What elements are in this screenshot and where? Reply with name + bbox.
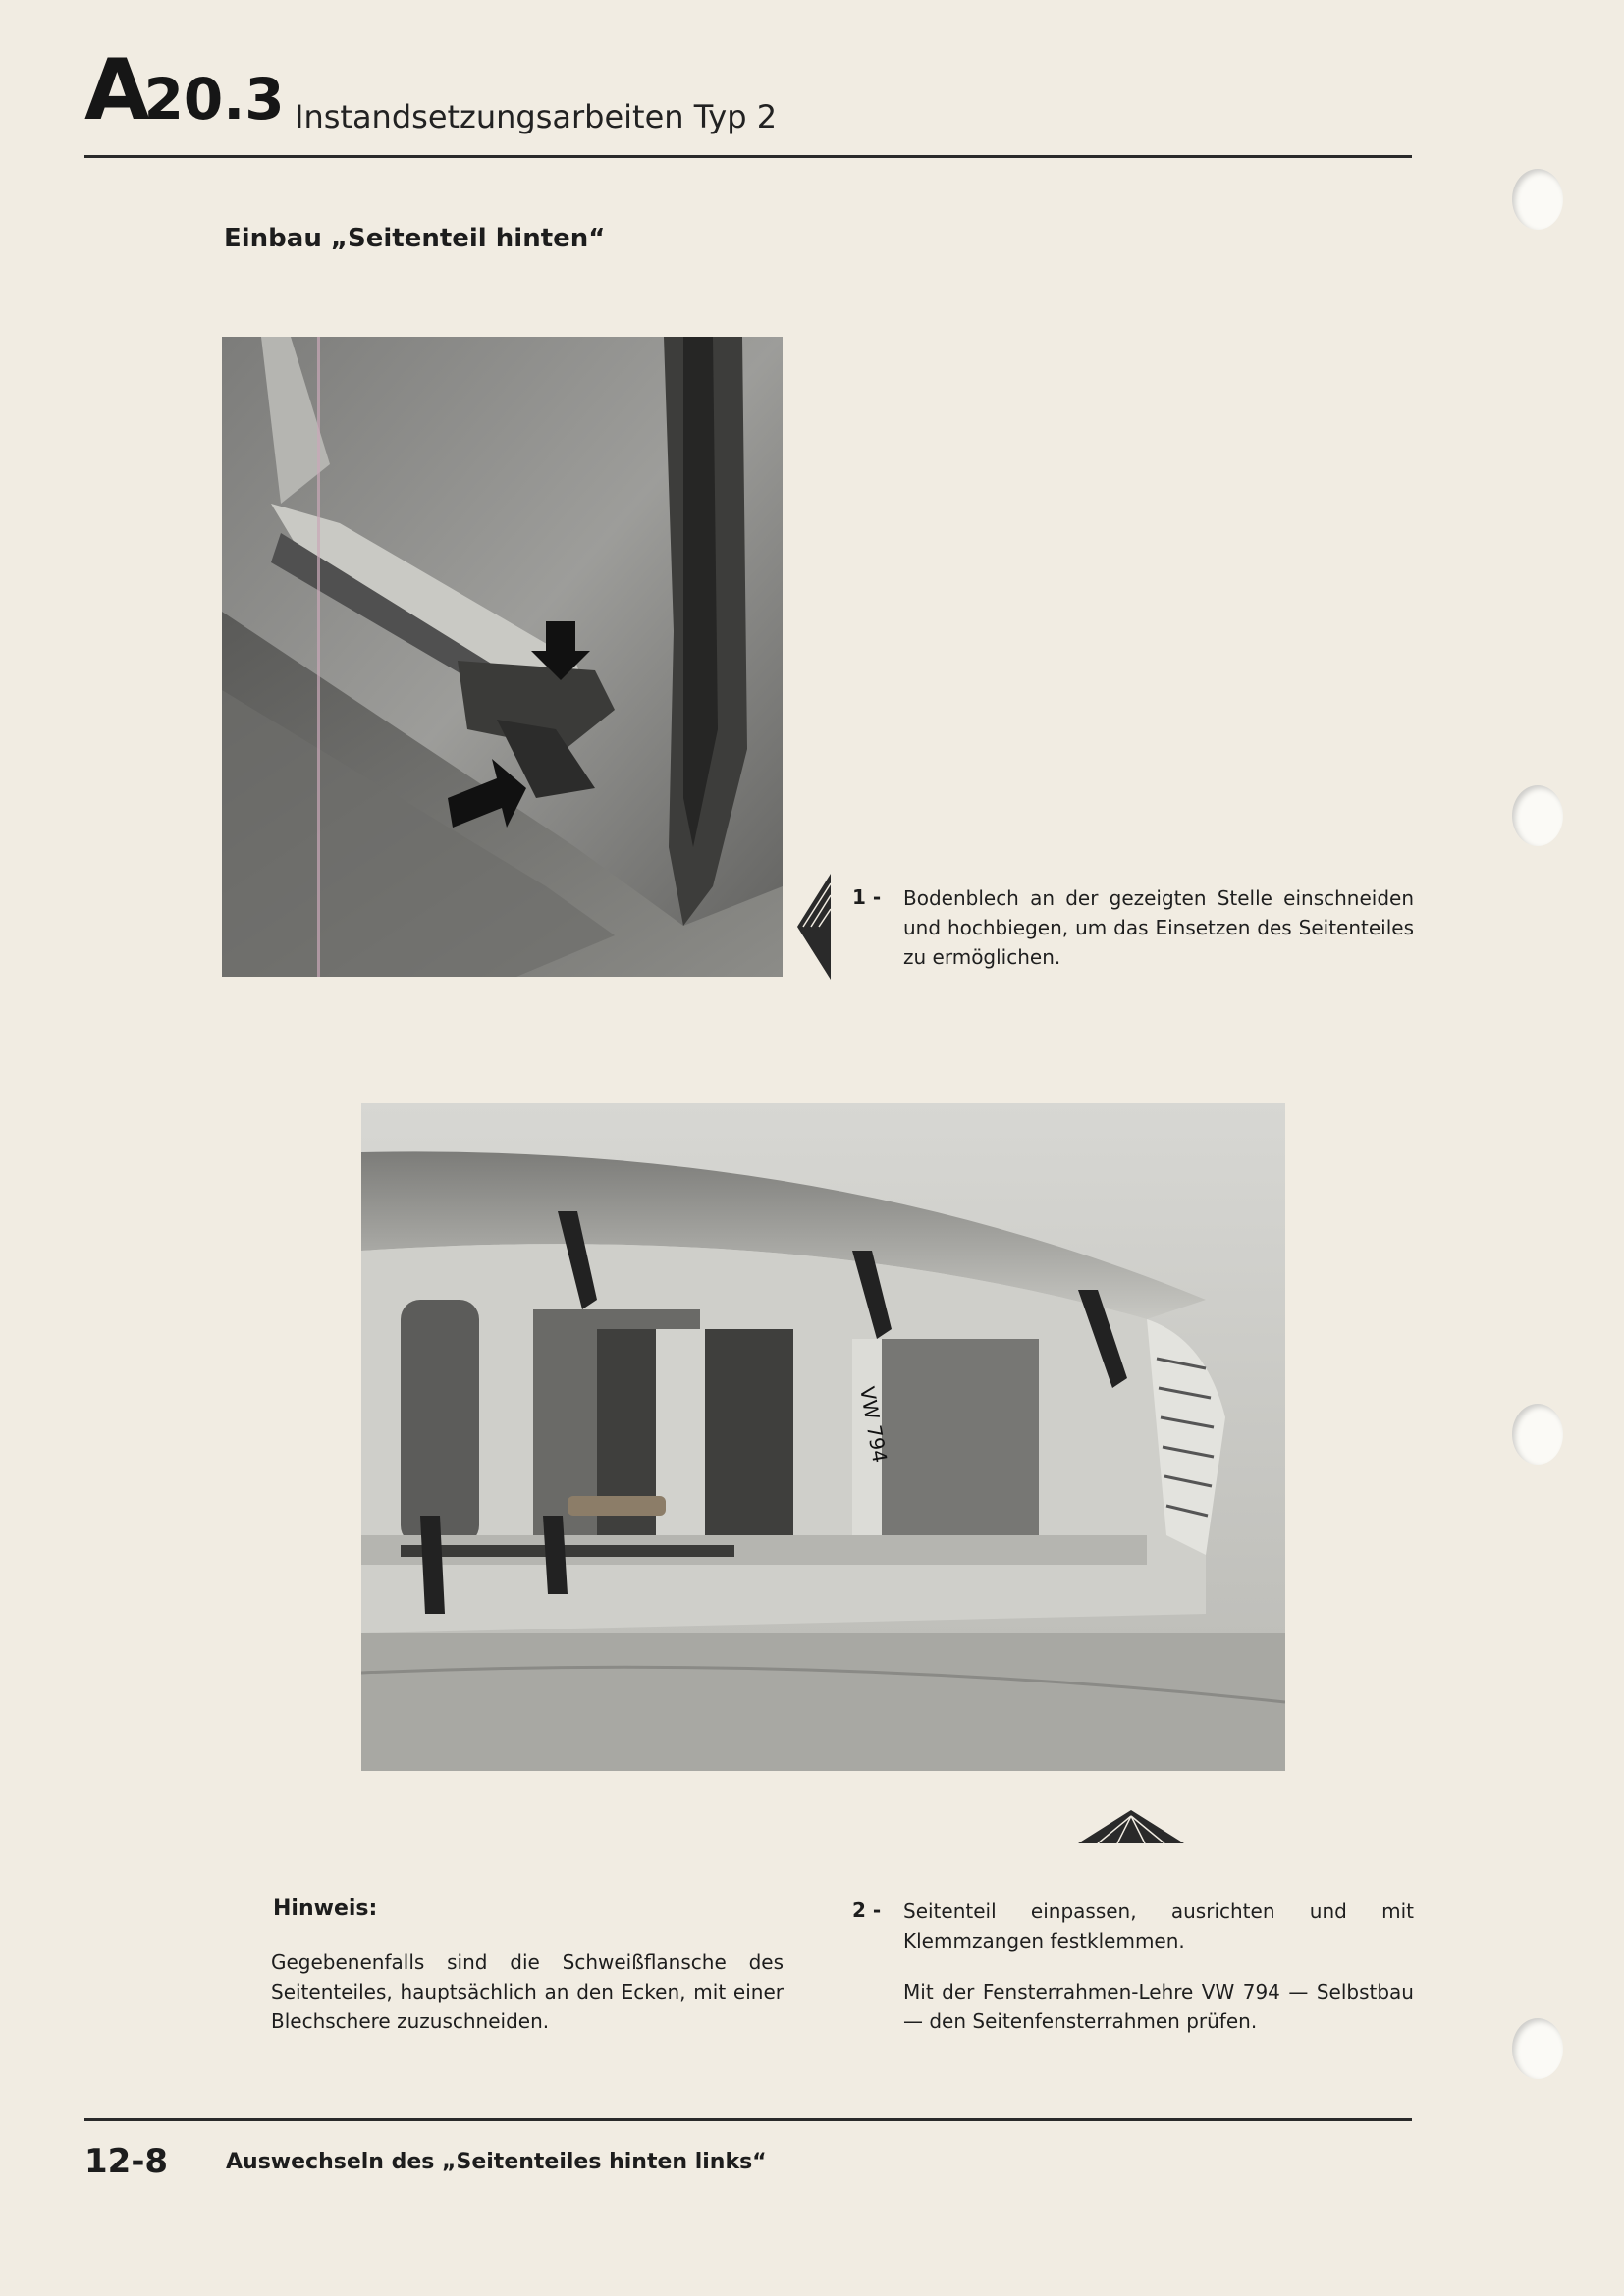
step-1-number: 1 -	[852, 885, 882, 909]
section-title: Einbau „Seitenteil hinten“	[224, 224, 606, 253]
step-2-note: Mit der Fensterrahmen-Lehre VW 794 — Selbstbau — den Seitenfensterrahmen prüfen.	[903, 1980, 1414, 2033]
section-code-number: 20.3	[143, 66, 285, 133]
floor-panel-photo	[222, 337, 783, 977]
punch-hole	[1512, 2018, 1563, 2079]
side-panel-clamped-photo	[361, 1103, 1285, 1771]
footer-title: Auswechseln des „Seitenteiles hinten links“	[226, 2150, 767, 2174]
pointer-arrow-up-icon	[1078, 1810, 1184, 1843]
section-code	[84, 41, 285, 139]
header-rule	[84, 155, 1412, 158]
step-2-text: Seitenteil einpassen, ausrichten und mit Klemmzangen festklemmen.	[903, 1899, 1414, 1952]
hinweis-title: Hinweis:	[273, 1896, 378, 1921]
step-1-text: Bodenblech an der gezeigten Stelle einschneiden und hochbiegen, um das Einsetzen des Seitenteiles zu ermöglichen.	[903, 886, 1414, 969]
hinweis-text: Gegebenenfalls sind die Schweißflansche des Seitenteiles, hauptsächlich an den Ecken, mit einer Blechschere zuzuschneiden.	[271, 1950, 784, 2033]
punch-hole	[1512, 169, 1563, 230]
section-code-letter: A	[84, 41, 148, 139]
pointer-arrow-left-icon	[797, 874, 837, 980]
punch-hole	[1512, 1404, 1563, 1465]
footer-rule	[84, 2118, 1412, 2121]
page-number: 12-8	[84, 2142, 169, 2181]
template-marking: VW 794	[855, 1384, 893, 1465]
punch-hole	[1512, 785, 1563, 846]
page-title: Instandsetzungsarbeiten Typ 2	[295, 98, 778, 135]
step-2-number: 2 -	[852, 1898, 882, 1922]
